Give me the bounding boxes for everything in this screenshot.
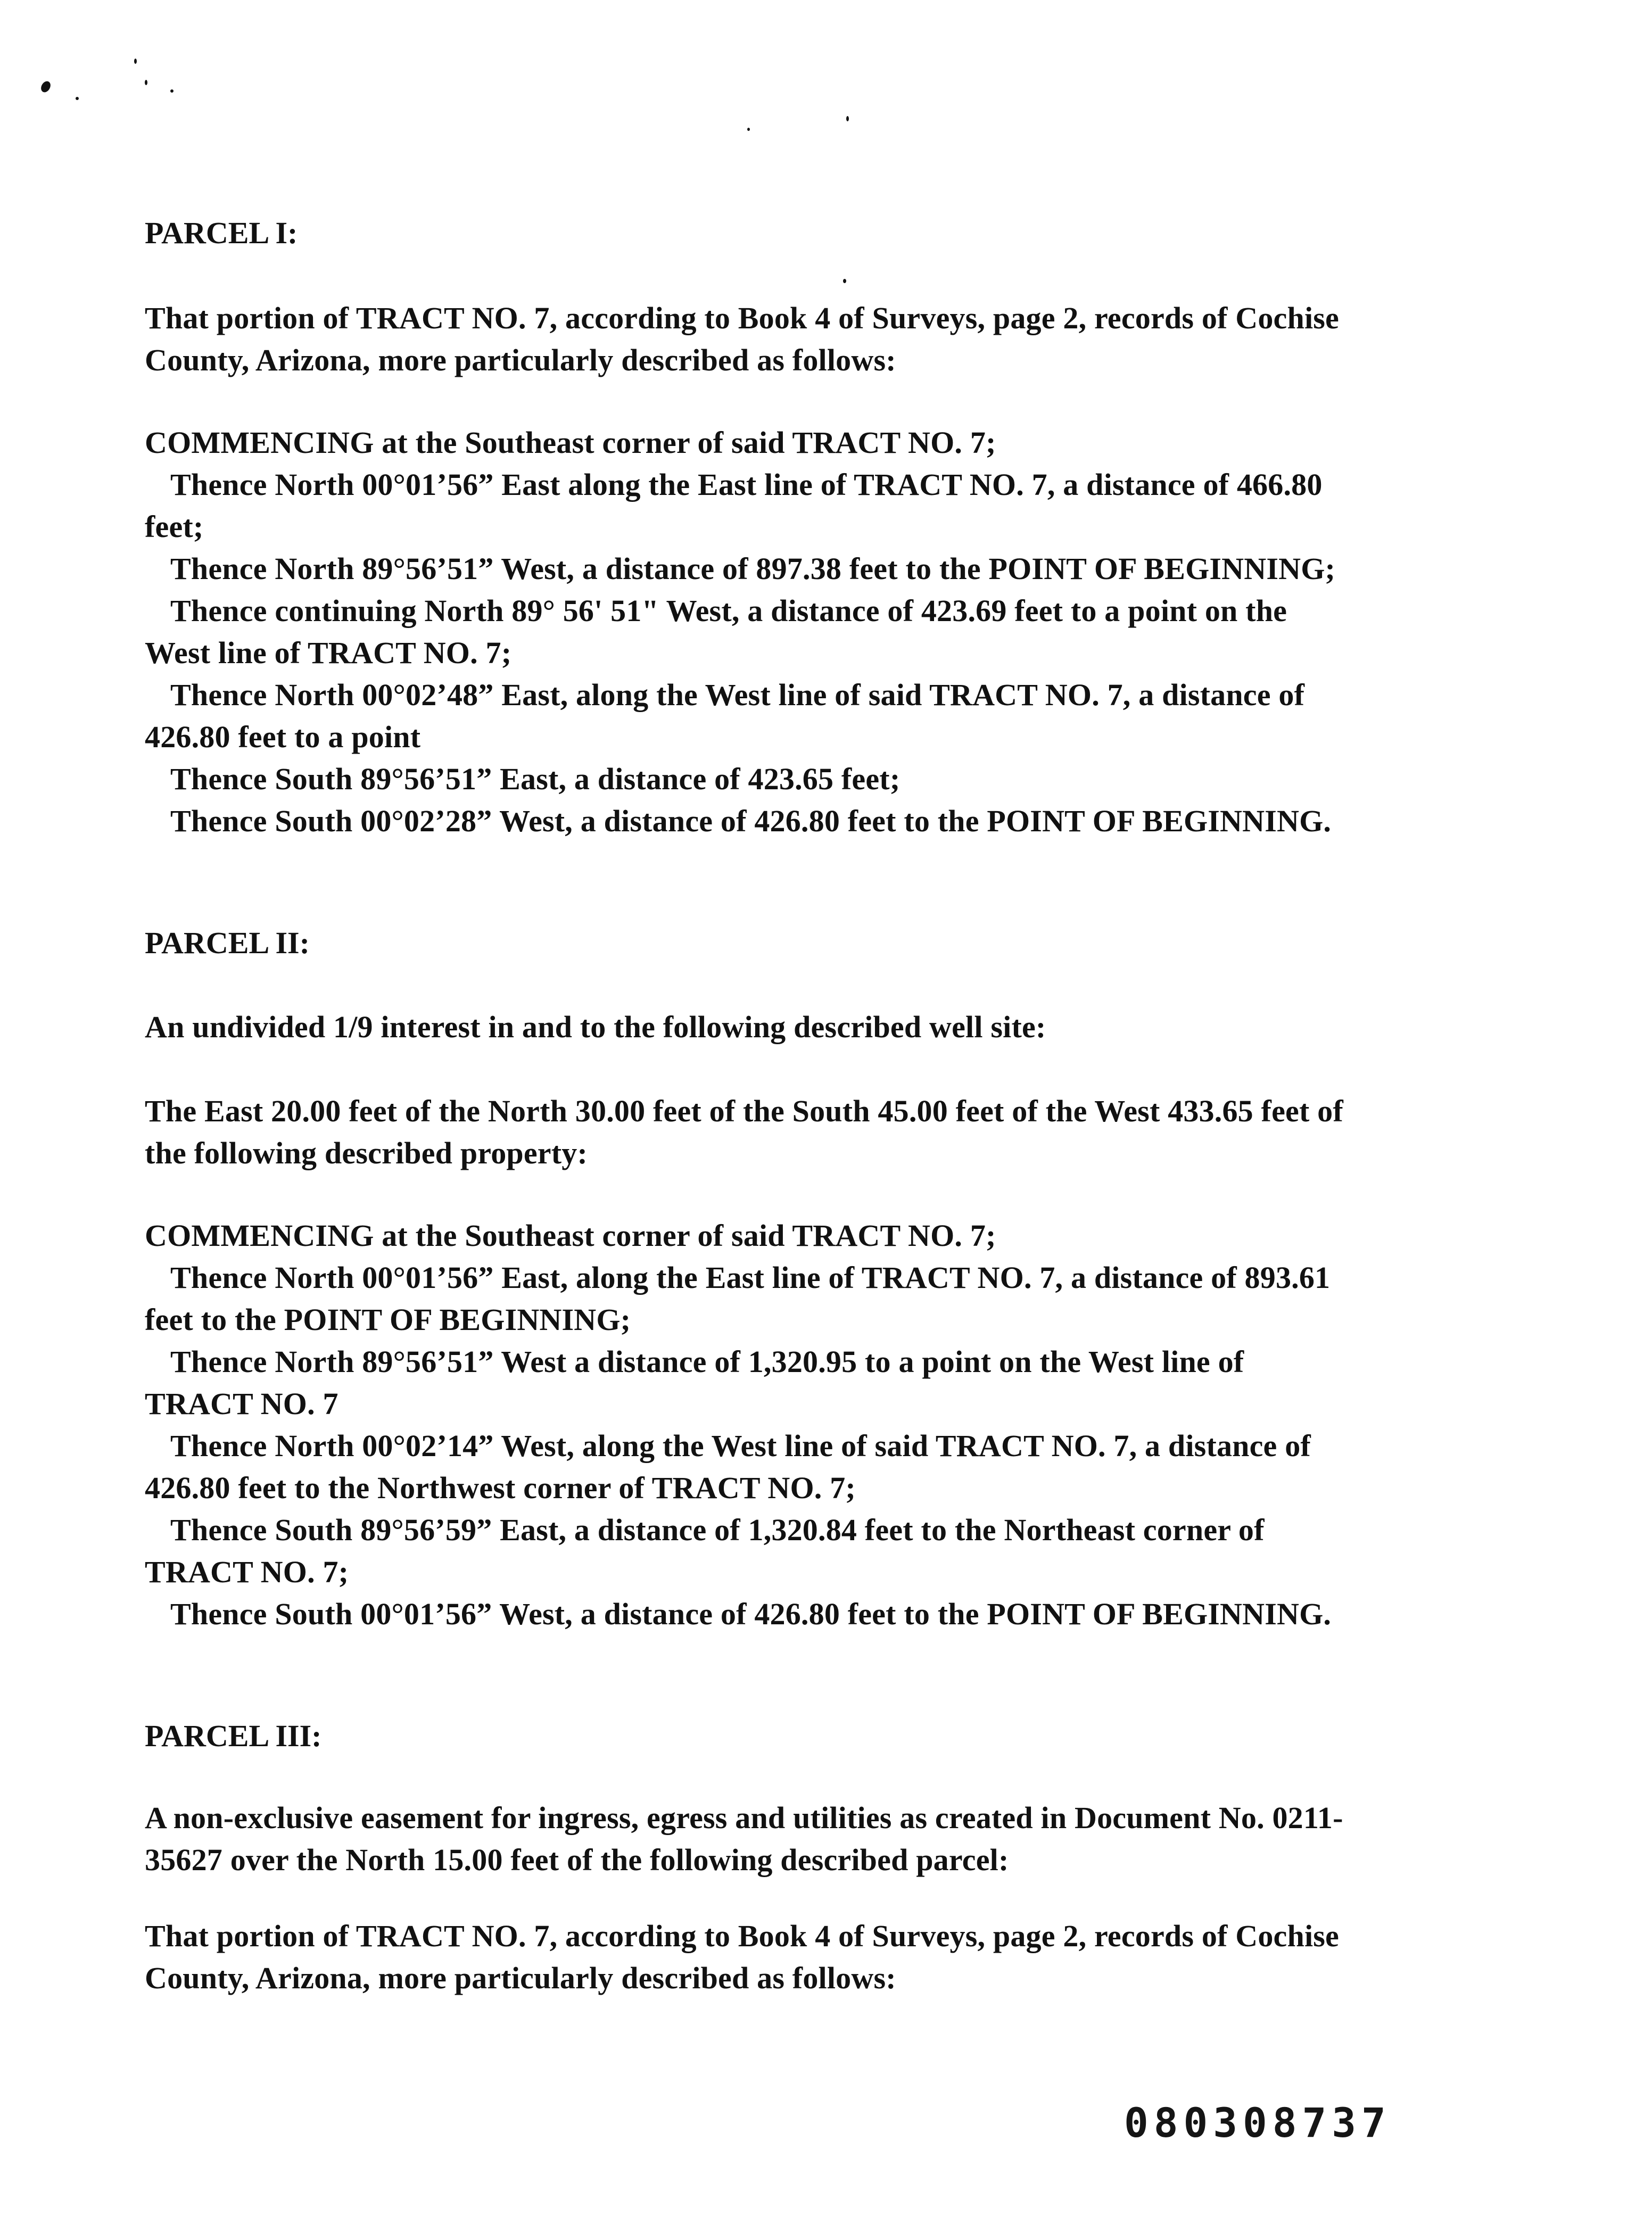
text-line: TRACT NO. 7	[145, 1386, 338, 1421]
text-line: feet;	[145, 509, 204, 544]
text-line: Thence North 89°56’51” West, a distance of 897.38 feet to the POINT OF BEGINNING;	[170, 551, 1336, 586]
text-line: COMMENCING at the Southeast corner of said TRACT NO. 7;	[145, 1218, 996, 1253]
text-line: the following described property:	[145, 1136, 588, 1170]
text-line: Thence South 89°56’51” East, a distance of 423.65 feet;	[170, 762, 901, 796]
parcel-2-intro	[145, 1006, 1507, 1048]
text-line: County, Arizona, more particularly described as follows:	[145, 343, 896, 377]
parcel-1-legal-calls	[145, 422, 1507, 842]
text-line: Thence North 00°02’48” East, along the West line of said TRACT NO. 7, a distance of	[170, 678, 1305, 712]
scan-speck	[170, 89, 174, 93]
text-line: That portion of TRACT NO. 7, according to Book 4 of Surveys, page 2, records of Cochise	[145, 301, 1339, 335]
parcel-1-intro	[145, 297, 1507, 381]
scan-speck	[76, 97, 79, 100]
parcel-1-heading: PARCEL I:	[145, 216, 298, 250]
text-line: An undivided 1/9 interest in and to the following described well site:	[145, 1010, 1046, 1044]
parcel-3-heading: PARCEL III:	[145, 1719, 322, 1753]
text-line: Thence North 89°56’51” West a distance of 1,320.95 to a point on the West line of	[170, 1344, 1244, 1379]
scan-speck	[843, 279, 846, 283]
text-line: 426.80 feet to the Northwest corner of TRACT NO. 7;	[145, 1471, 856, 1505]
text-line: West line of TRACT NO. 7;	[145, 635, 512, 670]
text-line: 35627 over the North 15.00 feet of the following described parcel:	[145, 1843, 1009, 1877]
text-line: feet to the POINT OF BEGINNING;	[145, 1302, 631, 1337]
text-line: County, Arizona, more particularly described as follows:	[145, 1961, 896, 1995]
text-line: Thence South 89°56’59” East, a distance of 1,320.84 feet to the Northeast corner of	[170, 1513, 1265, 1547]
scan-speck	[846, 116, 849, 121]
parcel-3-description	[145, 1915, 1507, 1999]
parcel-3-intro	[145, 1797, 1507, 1881]
text-line: The East 20.00 feet of the North 30.00 feet of the South 45.00 feet of the West 433.65 feet of	[145, 1094, 1343, 1128]
text-line: Thence continuing North 89° 56' 51" West, a distance of 423.69 feet to a point on the	[170, 593, 1287, 628]
text-line: Thence North 00°01’56” East, along the East line of TRACT NO. 7, a distance of 893.61	[170, 1260, 1331, 1295]
text-line: That portion of TRACT NO. 7, according to Book 4 of Surveys, page 2, records of Cochise	[145, 1919, 1339, 1953]
scan-speck	[747, 128, 750, 131]
scan-speck	[39, 79, 53, 94]
scan-speck	[145, 80, 147, 85]
document-number-stamp: 080308737	[1124, 2099, 1391, 2146]
text-line: 426.80 feet to a point	[145, 720, 421, 754]
scan-speck	[134, 59, 137, 64]
text-line: Thence North 00°01’56” East along the East line of TRACT NO. 7, a distance of 466.80	[170, 467, 1323, 502]
parcel-2-description	[145, 1090, 1507, 1174]
text-line: Thence South 00°01’56” West, a distance of 426.80 feet to the POINT OF BEGINNING.	[170, 1597, 1332, 1631]
parcel-2-legal-calls	[145, 1215, 1507, 1635]
text-line: Thence North 00°02’14” West, along the West line of said TRACT NO. 7, a distance of	[170, 1428, 1311, 1463]
text-line: A non-exclusive easement for ingress, egress and utilities as created in Document No. 0211-	[145, 1800, 1343, 1835]
text-line: Thence South 00°02’28” West, a distance of 426.80 feet to the POINT OF BEGINNING.	[170, 804, 1332, 838]
parcel-2-heading: PARCEL II:	[145, 926, 310, 960]
text-line: TRACT NO. 7;	[145, 1555, 349, 1589]
text-line: COMMENCING at the Southeast corner of said TRACT NO. 7;	[145, 425, 996, 460]
